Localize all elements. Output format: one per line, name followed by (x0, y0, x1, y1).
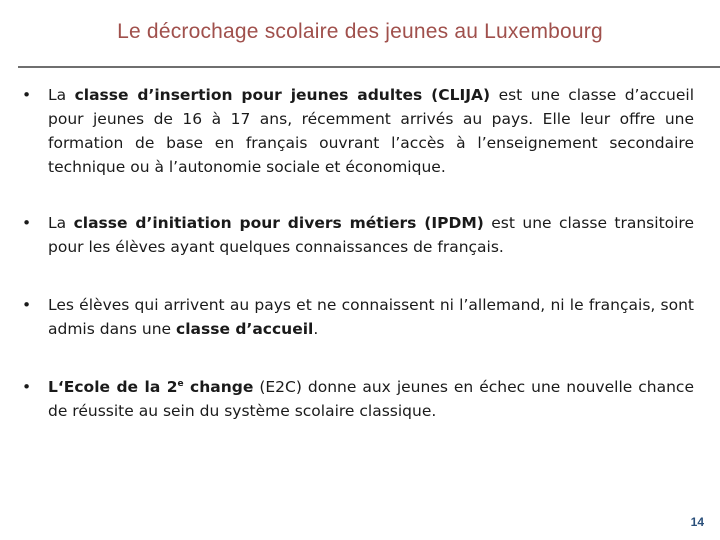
bullet-text: est une classe transitoire pour les élèves ayant quelques connaissances de français. (48, 214, 695, 256)
superscript: e (177, 379, 184, 389)
bullet-bold-term: classe d’initiation pour divers métiers (IPDM) (73, 214, 484, 232)
bullet-text: La (48, 214, 74, 232)
bullet-text: (E2C) donne aux jeunes en échec une nouvelle chance de réussite au sein du système scolaire classique. (48, 378, 694, 420)
bullet-text: . (313, 320, 319, 338)
bullet-bold-term (48, 378, 253, 396)
bullet-text: La (48, 86, 75, 104)
bullet-bold-term: classe d’insertion pour jeunes adultes (CLIJA) (74, 86, 491, 104)
bullet-clija (48, 83, 694, 179)
bullet-bold-term: classe d’accueil (176, 320, 314, 338)
bullet-text: Les élèves qui arrivent au pays et ne connaissent ni l’allemand, ni le français, sont admis dans une (48, 296, 694, 338)
bullet-text: est une classe d’accueil pour jeunes de 16 à 17 ans, récemment arrivés au pays. Elle leur offre une formation de base en français ouvrant l’accès à l’enseignement secondaire technique ou à l’autonomie sociale et économique. (48, 86, 695, 176)
bullet-e2c (48, 375, 694, 423)
slide-title: Le décrochage scolaire des jeunes au Luxembourg (117, 20, 603, 43)
bullet-ipdm (48, 211, 694, 259)
bullet-bold-part: L‘Ecole de la 2 (48, 378, 178, 396)
page-number: 14 (690, 515, 704, 529)
bullet-bold-part: change (183, 378, 254, 396)
bullet-classe-accueil (48, 293, 694, 341)
